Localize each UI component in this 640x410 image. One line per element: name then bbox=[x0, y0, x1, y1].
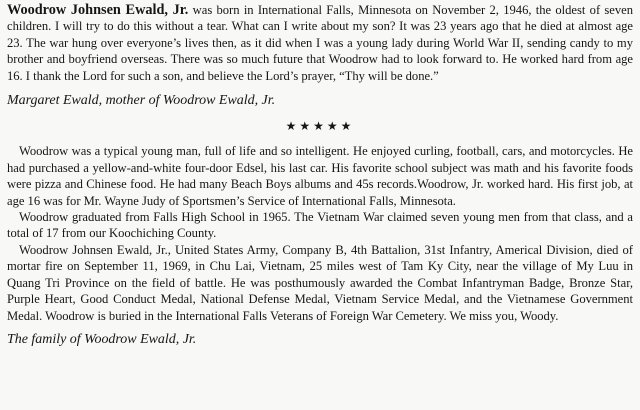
document-page bbox=[7, 2, 633, 348]
body-paragraph-interests: Woodrow was a typical young man, full of life and so intelligent. He enjoyed curling, football, cars, and motorcycles. He had purchased a yellow-and-white four-door Edsel, his last car. His favorite school subject was math and his favorite foods were pizza and Chinese food. He had many Beach Boys albums and 45s records.Woodrow, Jr. worked hard. His first job, at age 16 was for Mr. Wayne Judy of Sportsmen’s Service of International Falls, Minnesota. bbox=[7, 144, 633, 208]
family-signature: The family of Woodrow Ewald, Jr. bbox=[7, 331, 197, 347]
subject-name: Woodrow Johnsen Ewald, Jr. bbox=[7, 2, 189, 18]
intro-text: was born in International Falls, Minnesota on November 2, 1946, the oldest of seven children. I will try to do this without a tear. What can I write about my son? It was 23 years ago that he died at almost age 23. The war hung over everyone’s lives then, as it did when I was a young lady during World War II, sending candy to my brother and boyfriend overseas. There was so much future that Woodrow had to look forward to. He worked hard from age 16. I thank the Lord for such a son, and believe the Lord’s prayer, “Thy will be done.” bbox=[7, 3, 633, 83]
body-paragraph-service: Woodrow Johnsen Ewald, Jr., United States Army, Company B, 4th Battalion, 31st Infantry, Americal Division, died of mortar fire on September 11, 1969, in Chu Lai, Vietnam, 25 miles west of Tam Ky City, near the village of My Luu in Quang Tri Province on the field of battle. He was posthumously awarded the Combat Infantryman Badge, Bronze Star, Purple Heart, Good Conduct Medal, National Defense Medal, Vietnam Service Medal, and the Vietnamese Government Medal. Woodrow is buried in the International Falls Veterans of Foreign War Cemetery. We miss you, Woody. bbox=[7, 242, 633, 323]
body-paragraph-graduation: Woodrow graduated from Falls High School in 1965. The Vietnam War claimed seven young men from that class, and a total of 17 from our Koochiching County. bbox=[7, 210, 633, 241]
intro-paragraph bbox=[7, 2, 633, 84]
star-separator: ★★★★★ bbox=[285, 119, 355, 134]
mother-signature: Margaret Ewald, mother of Woodrow Ewald, Jr. bbox=[7, 93, 276, 109]
